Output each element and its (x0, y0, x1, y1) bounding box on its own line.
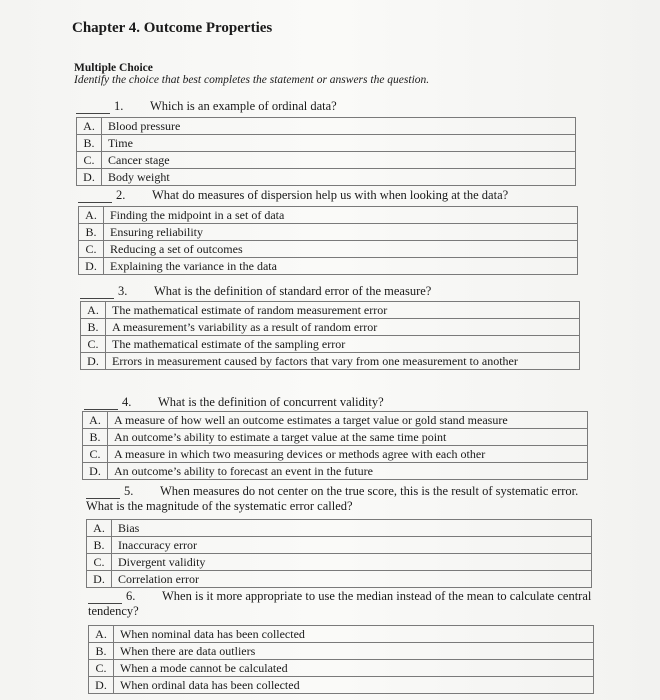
option-text: Reducing a set of outcomes (104, 241, 578, 258)
question-number: 4. (122, 395, 132, 409)
question-3 (80, 284, 431, 299)
option-letter: D. (83, 463, 108, 480)
question-text-line2: tendency? (88, 604, 139, 618)
option-letter: A. (89, 626, 114, 643)
option-text: Ensuring reliability (104, 224, 578, 241)
question-2 (78, 188, 508, 203)
option-letter: A. (81, 302, 106, 319)
question-1 (76, 99, 337, 114)
answer-blank (78, 190, 112, 203)
option-text: Body weight (102, 169, 576, 186)
question-5 (86, 484, 646, 514)
option-letter: B. (77, 135, 102, 152)
option-letter: D. (81, 353, 106, 370)
option-text: When ordinal data has been collected (114, 677, 594, 694)
option-row (79, 224, 578, 241)
question-4 (84, 395, 384, 410)
option-letter: C. (79, 241, 104, 258)
option-letter: D. (77, 169, 102, 186)
option-text: A measure in which two measuring devices or methods agree with each other (108, 446, 588, 463)
option-row (83, 412, 588, 429)
option-text: Bias (112, 520, 592, 537)
question-number: 2. (116, 188, 126, 202)
option-row (79, 241, 578, 258)
option-letter: D. (79, 258, 104, 275)
option-text: Time (102, 135, 576, 152)
option-row (77, 135, 576, 152)
option-letter: C. (89, 660, 114, 677)
question-number: 3. (118, 284, 128, 298)
options-table-3 (80, 301, 580, 370)
option-text: An outcome’s ability to forecast an event in the future (108, 463, 588, 480)
answer-blank (86, 486, 120, 499)
question-text: What is the definition of concurrent validity? (158, 395, 384, 409)
option-text: Errors in measurement caused by factors that vary from one measurement to another (106, 353, 580, 370)
instructions: Identify the choice that best completes the statement or answers the question. (74, 74, 430, 86)
options-table-5 (86, 519, 592, 588)
option-text: When nominal data has been collected (114, 626, 594, 643)
option-row (83, 429, 588, 446)
option-letter: C. (77, 152, 102, 169)
option-row (87, 571, 592, 588)
option-text: Inaccuracy error (112, 537, 592, 554)
question-6 (88, 589, 648, 619)
option-row (81, 302, 580, 319)
option-text: Blood pressure (102, 118, 576, 135)
option-row (87, 520, 592, 537)
option-row (89, 660, 594, 677)
question-number: 6. (126, 589, 136, 603)
option-text: When there are data outliers (114, 643, 594, 660)
option-row (81, 353, 580, 370)
option-row (83, 463, 588, 480)
option-letter: C. (81, 336, 106, 353)
option-text: Correlation error (112, 571, 592, 588)
question-number: 5. (124, 484, 134, 498)
option-letter: A. (79, 207, 104, 224)
option-letter: C. (83, 446, 108, 463)
question-text: Which is an example of ordinal data? (150, 99, 337, 113)
option-row (89, 626, 594, 643)
option-row (81, 319, 580, 336)
answer-blank (88, 591, 122, 604)
question-number: 1. (114, 99, 124, 113)
option-letter: D. (89, 677, 114, 694)
question-text: What is the definition of standard error of the measure? (154, 284, 432, 298)
option-text: An outcome’s ability to estimate a target value at the same time point (108, 429, 588, 446)
option-text: Explaining the variance in the data (104, 258, 578, 275)
option-text: Finding the midpoint in a set of data (104, 207, 578, 224)
option-row (87, 537, 592, 554)
question-text-line1: When is it more appropriate to use the median instead of the mean to calculate central (162, 589, 592, 603)
option-letter: B. (81, 319, 106, 336)
option-text: The mathematical estimate of the sampling error (106, 336, 580, 353)
option-row (87, 554, 592, 571)
options-table-6 (88, 625, 594, 694)
option-row (77, 152, 576, 169)
option-text: When a mode cannot be calculated (114, 660, 594, 677)
option-letter: A. (83, 412, 108, 429)
answer-blank (76, 101, 110, 114)
option-letter: A. (77, 118, 102, 135)
option-letter: B. (79, 224, 104, 241)
options-table-1 (76, 117, 576, 186)
option-row (89, 643, 594, 660)
question-text-line2: What is the magnitude of the systematic error called? (86, 499, 353, 513)
chapter-title: Chapter 4. Outcome Properties (72, 20, 273, 36)
option-letter: C. (87, 554, 112, 571)
option-row (77, 169, 576, 186)
option-letter: A. (87, 520, 112, 537)
option-letter: B. (83, 429, 108, 446)
question-text-line1: When measures do not center on the true score, this is the result of systematic error. (160, 484, 579, 498)
answer-blank (84, 397, 118, 410)
option-text: The mathematical estimate of random measurement error (106, 302, 580, 319)
option-text: Cancer stage (102, 152, 576, 169)
option-row (77, 118, 576, 135)
answer-blank (80, 286, 114, 299)
section-title: Multiple Choice (74, 62, 153, 74)
option-row (89, 677, 594, 694)
option-row (81, 336, 580, 353)
option-letter: D. (87, 571, 112, 588)
option-row (79, 207, 578, 224)
question-text: What do measures of dispersion help us with when looking at the data? (152, 188, 509, 202)
option-text: Divergent validity (112, 554, 592, 571)
options-table-2 (78, 206, 578, 275)
options-table-4 (82, 411, 588, 480)
option-letter: B. (87, 537, 112, 554)
option-text: A measurement’s variability as a result of random error (106, 319, 580, 336)
option-letter: B. (89, 643, 114, 660)
option-text: A measure of how well an outcome estimates a target value or gold stand measure (108, 412, 588, 429)
option-row (83, 446, 588, 463)
option-row (79, 258, 578, 275)
